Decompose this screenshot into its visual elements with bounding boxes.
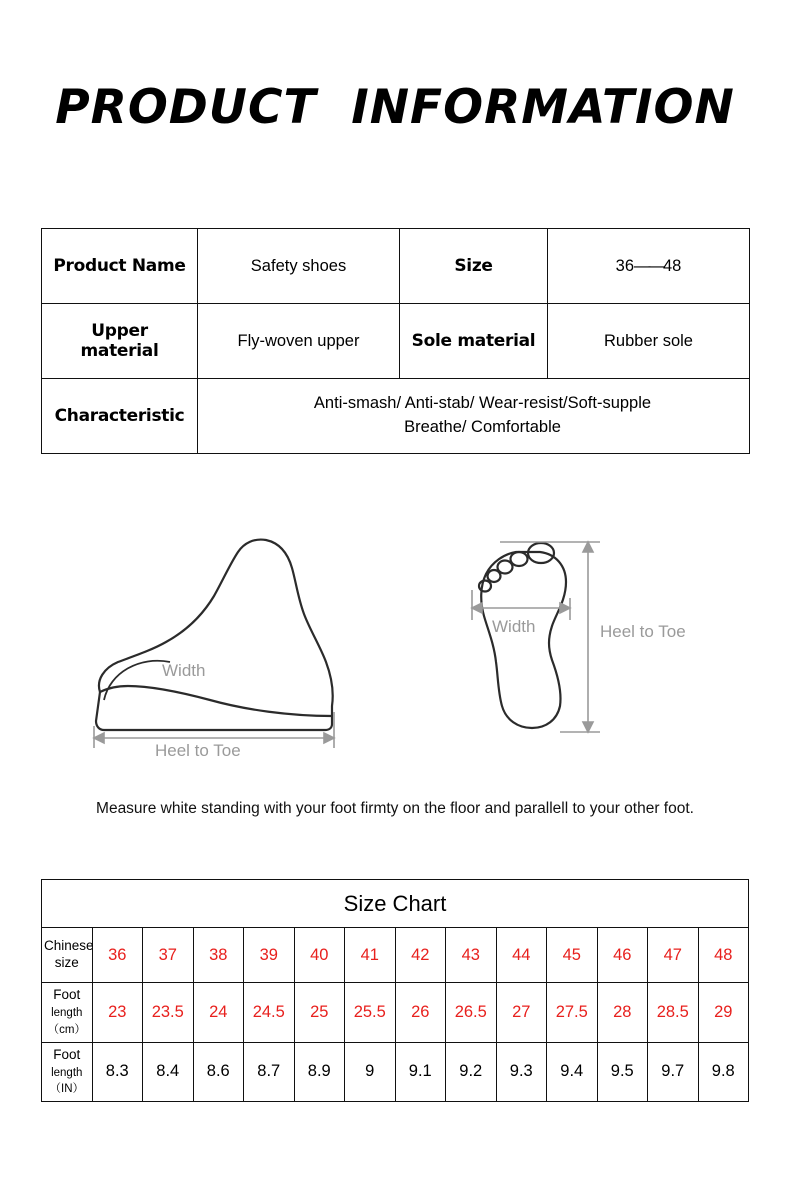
size-dash: —— xyxy=(634,256,663,275)
measure-note: Measure white standing with your foot firmty on the floor and parallell to your other foot. xyxy=(96,800,694,817)
cell-in-2: 8.6 xyxy=(193,1042,244,1102)
cell-in-8: 9.3 xyxy=(496,1042,547,1102)
side-view-foot-outline xyxy=(96,540,333,730)
cell-cm-11: 28.5 xyxy=(648,983,699,1043)
size-chart-title: Size Chart xyxy=(42,880,749,928)
cell-cm-3: 24.5 xyxy=(244,983,295,1043)
table-row xyxy=(42,1042,749,1102)
row-label-line-2: size xyxy=(54,955,79,970)
product-info-table xyxy=(41,228,750,454)
characteristic-line-2: Breathe/ Comfortable xyxy=(404,418,561,436)
cell-cm-4: 25 xyxy=(294,983,345,1043)
side-view-width-label: Width xyxy=(162,661,206,680)
cell-in-3: 8.7 xyxy=(244,1042,295,1102)
size-chart-title-row xyxy=(42,880,749,928)
cell-chinese-12: 48 xyxy=(698,928,749,983)
row-label-line-1: Chinese xyxy=(44,938,94,954)
row-label-line-1: Foot xyxy=(53,987,81,1002)
top-view-length-label: Heel to Toe xyxy=(600,622,686,641)
cell-chinese-2: 38 xyxy=(193,928,244,983)
row-label-chinese-size xyxy=(42,928,93,983)
table-row xyxy=(42,379,750,454)
cell-cm-5: 25.5 xyxy=(345,983,396,1043)
upper-material-label: Upper material xyxy=(42,304,198,379)
cell-in-10: 9.5 xyxy=(597,1042,648,1102)
cell-chinese-6: 42 xyxy=(395,928,446,983)
cell-in-5: 9 xyxy=(345,1042,396,1102)
table-row xyxy=(42,229,750,304)
cell-chinese-3: 39 xyxy=(244,928,295,983)
cell-cm-10: 28 xyxy=(597,983,648,1043)
row-label-foot-length-in xyxy=(42,1042,93,1102)
table-row xyxy=(42,304,750,379)
cell-cm-12: 29 xyxy=(698,983,749,1043)
sole-material-label: Sole material xyxy=(400,304,548,379)
cell-cm-0: 23 xyxy=(92,983,143,1043)
cell-cm-8: 27 xyxy=(496,983,547,1043)
cell-in-6: 9.1 xyxy=(395,1042,446,1102)
cell-chinese-5: 41 xyxy=(345,928,396,983)
table-row xyxy=(42,983,749,1043)
side-view-width-arc xyxy=(104,661,170,700)
foot-measurement-diagrams xyxy=(0,520,790,770)
cell-chinese-7: 43 xyxy=(446,928,497,983)
cell-in-4: 8.9 xyxy=(294,1042,345,1102)
cell-chinese-1: 37 xyxy=(143,928,194,983)
table-row xyxy=(42,928,749,983)
cell-in-12: 9.8 xyxy=(698,1042,749,1102)
size-value xyxy=(548,229,750,304)
cell-chinese-4: 40 xyxy=(294,928,345,983)
row-label-line-2: length（cm） xyxy=(47,1006,86,1036)
top-view-width-label: Width xyxy=(492,617,536,636)
foot-diagram-svg xyxy=(0,520,790,770)
cell-cm-2: 24 xyxy=(193,983,244,1043)
row-label-foot-length-cm xyxy=(42,983,93,1043)
page-title: PRODUCT INFORMATION xyxy=(55,80,735,135)
row-label-line-1: Foot xyxy=(53,1046,81,1062)
cell-in-1: 8.4 xyxy=(143,1042,194,1102)
product-name-label: Product Name xyxy=(42,229,198,304)
size-min: 36 xyxy=(615,256,634,275)
sole-material-value: Rubber sole xyxy=(548,304,750,379)
characteristic-label: Characteristic xyxy=(42,379,198,454)
row-label-line-2: length（IN） xyxy=(49,1066,84,1096)
cell-in-9: 9.4 xyxy=(547,1042,598,1102)
size-label: Size xyxy=(400,229,548,304)
size-chart-table xyxy=(41,879,749,1102)
cell-in-7: 9.2 xyxy=(446,1042,497,1102)
cell-chinese-0: 36 xyxy=(92,928,143,983)
size-max: 48 xyxy=(663,256,682,275)
cell-chinese-9: 45 xyxy=(547,928,598,983)
side-view-length-label: Heel to Toe xyxy=(155,741,241,760)
cell-cm-1: 23.5 xyxy=(143,983,194,1043)
upper-material-value: Fly-woven upper xyxy=(198,304,400,379)
cell-cm-9: 27.5 xyxy=(547,983,598,1043)
cell-cm-7: 26.5 xyxy=(446,983,497,1043)
cell-chinese-11: 47 xyxy=(648,928,699,983)
characteristic-value xyxy=(198,379,750,454)
cell-cm-6: 26 xyxy=(395,983,446,1043)
cell-chinese-10: 46 xyxy=(597,928,648,983)
cell-in-11: 9.7 xyxy=(648,1042,699,1102)
product-name-value: Safety shoes xyxy=(198,229,400,304)
cell-chinese-8: 44 xyxy=(496,928,547,983)
cell-in-0: 8.3 xyxy=(92,1042,143,1102)
characteristic-line-1: Anti-smash/ Anti-stab/ Wear-resist/Soft-supple xyxy=(313,394,652,413)
